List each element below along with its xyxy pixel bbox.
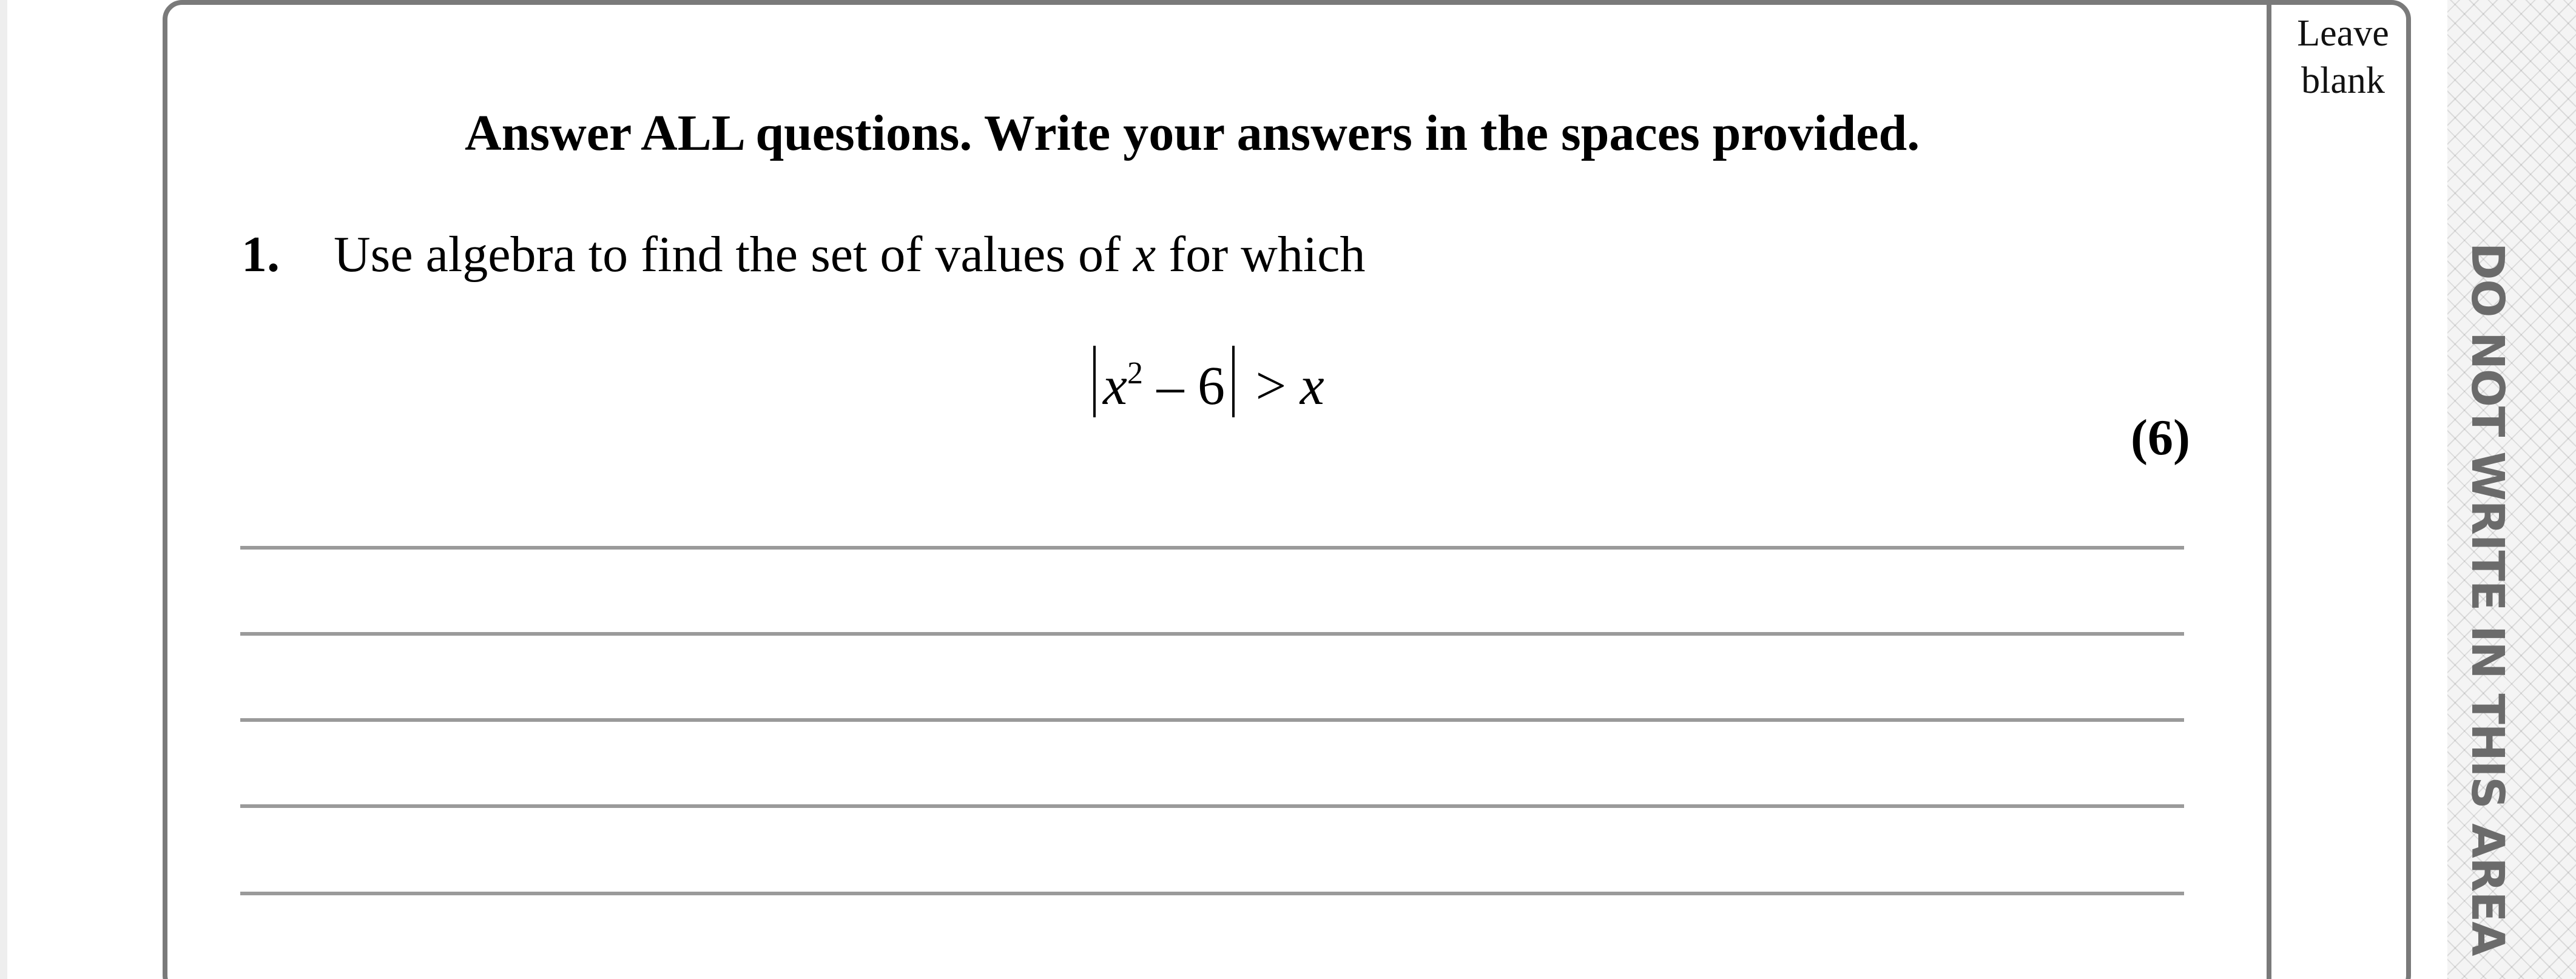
left-page-edge [0, 0, 7, 979]
abs-bar-left [1093, 346, 1096, 417]
answer-line[interactable] [240, 546, 2184, 550]
question-number: 1. [241, 226, 280, 283]
margin-warning-text: DO NOT WRITE IN THIS AREA [2461, 243, 2514, 956]
expression-exponent: 2 [1127, 356, 1143, 391]
answer-line[interactable] [240, 804, 2184, 808]
abs-bar-right [1232, 346, 1235, 417]
question-variable: x [1133, 226, 1156, 283]
marks-label: (6) [2131, 409, 2190, 466]
expression-minus-const: – 6 [1142, 356, 1225, 416]
answer-line[interactable] [240, 632, 2184, 636]
leave-blank-divider [2267, 0, 2271, 979]
answer-line[interactable] [240, 892, 2184, 895]
answer-line[interactable] [240, 718, 2184, 722]
expression-rhs-var: x [1300, 356, 1324, 416]
leave-blank-line2: blank [2301, 60, 2385, 101]
expression-base-var: x [1103, 356, 1127, 416]
inequality-expression [1086, 346, 1324, 417]
leave-blank-label [2276, 10, 2410, 104]
question-text-end: for which [1156, 226, 1366, 283]
leave-blank-line1: Leave [2297, 13, 2389, 54]
instruction-heading: Answer ALL questions. Write your answers in the spaces provided. [465, 105, 1920, 161]
expression-relation: > [1241, 356, 1300, 416]
question-text-start: Use algebra to find the set of values of [334, 226, 1133, 283]
question-text [334, 224, 1365, 285]
